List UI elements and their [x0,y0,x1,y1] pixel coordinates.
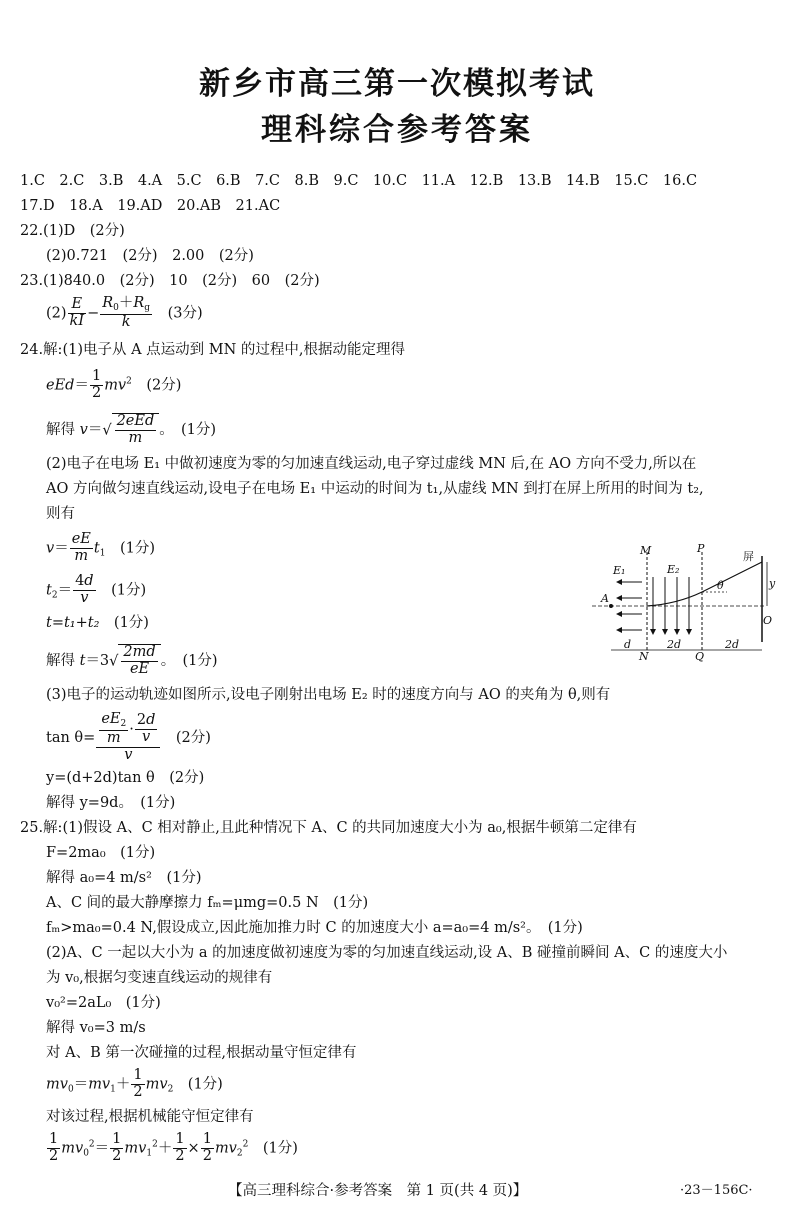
q25-eq2: 解得 a₀=4 m/s² (1分) [46,870,202,886]
q23-part2-prefix: (2) [46,305,67,322]
footer-code: ·23－156C· [680,1183,753,1198]
label-2d-second: 2d [725,638,740,651]
q24-part2-line2: AO 方向做匀速直线运动,设电子在电场 E₁ 中运动的时间为 t₁,从虚线 MN 到打在屏上所用的时间为 t₂, [46,481,704,497]
q25-part2-line1: (2)A、C 一起以大小为 a 的加速度做初速度为零的匀加速直线运动,设 A、B 碰撞前瞬间 A、C 的速度大小 [46,945,728,961]
q24-tan-theta: tan θ= $\frac{eE_2}{m}$ · $\frac{2d}{v}$ v (2分) [46,711,211,763]
title-line-1: 新乡市高三第一次模拟考试 [199,66,595,102]
label-e1: E₁ [613,564,626,577]
q24-solve-v: 解得 v＝√ $\frac{\text{2eEd}}{m}$ 。 (1分) [46,413,217,446]
label-q: Q [695,650,705,663]
q25-intro: 25.解:(1)假设 A、C 相对静止,且此种情况下 A、C 的共同加速度大小为 a₀,根据牛顿第二定律有 [20,820,637,836]
q25-eq5: v₀²=2aL₀ (1分) [46,995,161,1011]
q25-eq6: 解得 v₀=3 m/s [46,1020,146,1036]
q24-eq-v: v＝ $\frac{eE}{m}$ $t_1$ (1分) [46,531,155,564]
label-p: P [697,542,705,555]
label-m: M [640,544,652,557]
q25-momentum-equation: $mv_0=mv_1+$ $\frac{1}{2}$ $mv_2$ (1分) [46,1067,223,1100]
label-theta: θ [717,579,724,592]
electric-field-diagram [587,542,782,667]
label-o: O [763,614,773,627]
label-e2: E₂ [667,563,680,576]
q23-part1: 23.(1)840.0 (2分) 10 (2分) 60 (2分) [20,273,320,289]
electron-trajectory [647,562,762,606]
q25-energy-intro: 对该过程,根据机械能守恒定律有 [46,1109,254,1125]
q25-momentum-intro: 对 A、B 第一次碰撞的过程,根据动量守恒定律有 [46,1045,357,1061]
q22-part1: 22.(1)D (2分) [20,223,125,239]
q24-solve-t: 解得 t＝3√ $\frac{2md}{eE}$ 。 (1分) [46,644,218,677]
q24-part3-intro: (3)电子的运动轨迹如图所示,设电子刚射出电场 E₂ 时的速度方向与 AO 的夹角为 θ,则有 [46,687,611,703]
q24-energy-equation: eEd＝ $\frac{1}{2}$ $mv^2$ (2分) [46,368,182,401]
q25-energy-equation: $\frac{1}{2}$ $mv_0^2=$ $\frac{1}{2}$ $mv_1^2+$ $\frac{1}{2}$ × $\frac{1}{2}$ $mv_2^2$ (1分) [49,1131,298,1164]
q23-part2-score: (3分) [167,305,203,322]
q25-part2-line2: 为 v₀,根据匀变速直线运动的规律有 [46,970,273,986]
q24-part2-line1: (2)电子在电场 E₁ 中做初速度为零的匀加速直线运动,电子穿过虚线 MN 后,在 AO 方向不受力,所以在 [46,456,697,472]
label-2d-first: 2d [667,638,682,651]
q24-eq-t2: $t_2=$ $\frac{4d}{v}$ (1分) [46,573,147,606]
q24-eq-t-sum: t=t₁+t₂ (1分) [46,615,149,631]
fraction-R0-Rg-over-k: $\frac{R_0+R_g}{k}$ [102,295,151,330]
q24-result-y: 解得 y=9d。 (1分) [46,795,176,811]
q25-eq3: A、C 间的最大静摩擦力 fₘ=μmg=0.5 N (1分) [46,895,369,911]
q24-eq1-score: (2分) [146,377,182,394]
point-a [609,604,613,608]
q23-part2: (2) $\frac{E}{kI}$ − $\frac{R_0+R_g}{k}$ (3分) [46,295,203,330]
label-screen: 屏 [743,550,754,563]
q22-part2: (2)0.721 (2分) 2.00 (2分) [46,248,254,264]
q25-eq1: F=2ma₀ (1分) [46,845,156,861]
choices-row-1: 1.C 2.C 3.B 4.A 5.C 6.B 7.C 8.B 9.C 10.C 11.A 12.B 13.B 14.B 15.C 16.C [20,173,698,189]
q24-eq-y: y=(d+2d)tan θ (2分) [46,770,205,786]
q24-solve-label: 解得 [46,421,75,438]
label-a: A [601,592,609,605]
title-line-2: 理科综合参考答案 [261,112,533,148]
q25-eq4: fₘ>ma₀=0.4 N,假设成立,因此施加推力时 C 的加速度大小 a=a₀=4 m/s²。 (1分) [46,920,583,936]
fraction-E-over-kI: $\frac{E}{kI}$ [69,295,85,329]
label-y: y [769,577,776,590]
q24-intro: 24.解:(1)电子从 A 点运动到 MN 的过程中,根据动能定理得 [20,342,406,358]
q24-score-1: (1分) [181,421,217,438]
footer-page-info: 【高三理科综合·参考答案 第 1 页(共 4 页)】 [228,1183,528,1199]
choices-row-2: 17.D 18.A 19.AD 20.AB 21.AC [20,198,281,214]
label-d: d [624,638,632,651]
q24-part2-line3: 则有 [46,506,75,522]
label-n: N [639,650,649,663]
